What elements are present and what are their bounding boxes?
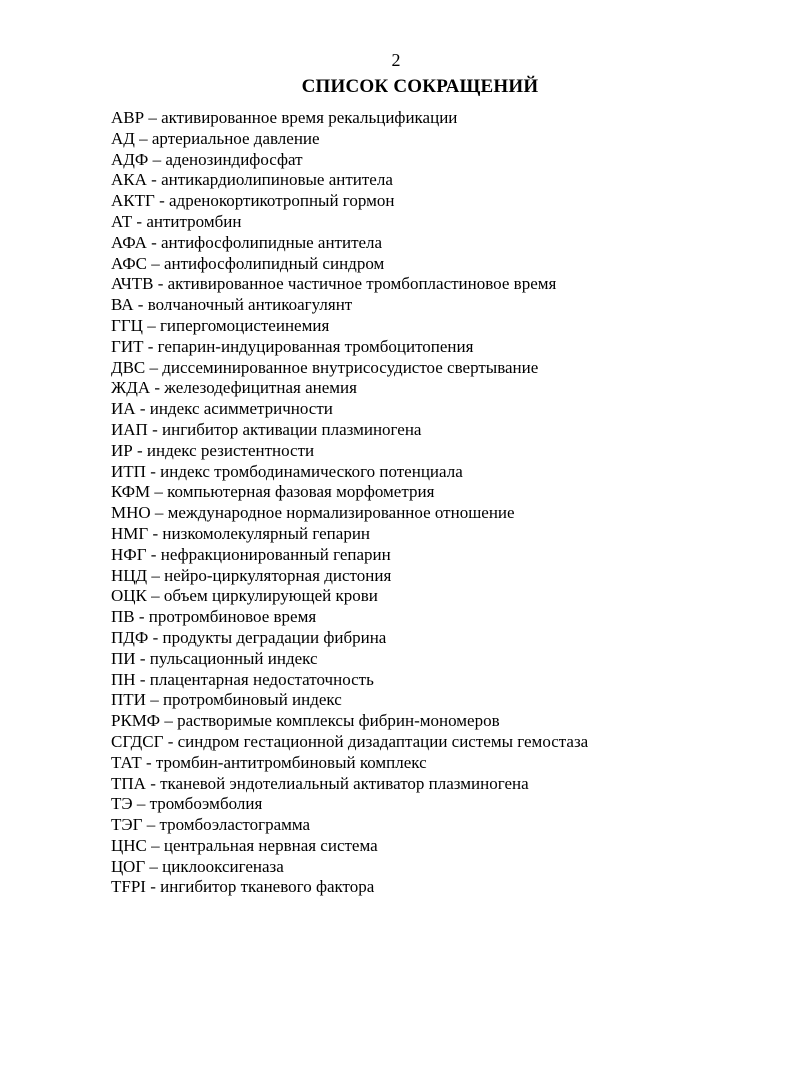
abbreviation-term: АВР (111, 108, 145, 127)
abbreviation-term: МНО (111, 503, 151, 523)
abbreviation-definition: тромбин-антитромбиновый комплекс (155, 752, 427, 772)
abbreviation-list (111, 108, 588, 898)
abbreviation-entry (111, 420, 588, 441)
abbreviation-term: АКТГ (111, 191, 155, 211)
abbreviation-entry (111, 212, 588, 233)
abbreviation-definition: нейро-циркуляторная дистония (164, 565, 392, 585)
abbreviation-separator: – (150, 503, 168, 523)
abbreviation-term: ИР (111, 440, 133, 460)
abbreviation-entry (111, 233, 588, 254)
abbreviation-definition: растворимые комплексы фибрин-мономеров (177, 711, 500, 731)
abbreviation-entry (111, 254, 588, 275)
abbreviation-term: СГДСГ (111, 731, 164, 751)
abbreviation-definition: пульсационный индекс (149, 648, 318, 668)
abbreviation-term: ЖДА (111, 378, 151, 398)
abbreviation-separator: – (145, 357, 163, 377)
abbreviation-separator: - (145, 773, 161, 793)
abbreviation-separator: - (134, 607, 149, 627)
abbreviation-entry (111, 566, 588, 587)
abbreviation-term: ГИТ (111, 336, 144, 356)
abbreviation-separator: – (142, 815, 160, 835)
abbreviation-definition: антифосфолипидный синдром (163, 253, 385, 273)
abbreviation-entry (111, 586, 588, 607)
abbreviation-separator: – (146, 835, 164, 855)
abbreviation-entry (111, 462, 588, 483)
abbreviation-definition: индекс резистентности (146, 440, 315, 460)
abbreviation-definition: низкомолекулярный гепарин (162, 523, 371, 543)
abbreviation-term: КФМ (111, 482, 151, 502)
abbreviation-term: ВА (111, 295, 134, 315)
abbreviation-separator: – (146, 586, 164, 606)
abbreviation-definition: продукты деградации фибрина (162, 627, 387, 647)
abbreviation-separator: - (135, 399, 150, 419)
abbreviation-entry (111, 690, 588, 711)
abbreviation-separator: - (147, 419, 163, 439)
abbreviation-entry (111, 108, 588, 129)
abbreviation-term: ИАП (111, 419, 148, 439)
abbreviation-definition: объем циркулирующей крови (163, 586, 378, 606)
abbreviation-definition: международное нормализированное отношение (167, 503, 515, 523)
abbreviation-entry (111, 482, 588, 503)
abbreviation-entry (111, 877, 588, 898)
abbreviation-entry (111, 337, 588, 358)
abbreviation-term: АТ (111, 211, 133, 231)
abbreviation-entry (111, 607, 588, 628)
abbreviation-definition: компьютерная фазовая морфометрия (167, 482, 435, 502)
abbreviation-separator: – (148, 149, 166, 169)
abbreviation-term: ОЦК (111, 586, 147, 606)
abbreviation-entry (111, 524, 588, 545)
abbreviation-entry (111, 441, 588, 462)
abbreviation-definition: аденозиндифосфат (165, 149, 303, 169)
abbreviation-definition: активированное частичное тромбопластиновое время (167, 274, 557, 294)
abbreviation-term: ПДФ (111, 627, 149, 647)
abbreviation-term: ТЭ (111, 794, 133, 814)
abbreviation-term: ЦОГ (111, 856, 146, 876)
abbreviation-definition: тромбоэмболия (149, 794, 263, 814)
abbreviation-term: АФС (111, 253, 147, 273)
abbreviation-separator: - (145, 461, 161, 481)
abbreviation-definition: циклооксигеназа (162, 856, 284, 876)
abbreviation-separator: - (143, 336, 158, 356)
abbreviation-entry (111, 670, 588, 691)
abbreviation-separator: – (145, 690, 163, 710)
abbreviation-term: ПН (111, 669, 136, 689)
abbreviation-entry (111, 732, 588, 753)
abbreviation-entry (111, 295, 588, 316)
abbreviation-definition: антифосфолипидные антитела (161, 232, 383, 252)
abbreviation-separator: – (144, 108, 162, 127)
abbreviation-entry (111, 503, 588, 524)
abbreviation-term: АКА (111, 170, 147, 190)
abbreviation-term: ИА (111, 399, 136, 419)
abbreviation-definition: антитромбин (146, 211, 242, 231)
abbreviation-definition: гепарин-индуцированная тромбоцитопения (157, 336, 474, 356)
abbreviation-entry (111, 815, 588, 836)
abbreviation-entry (111, 274, 588, 295)
abbreviation-entry (111, 170, 588, 191)
abbreviation-term: НФГ (111, 544, 147, 564)
abbreviation-entry (111, 753, 588, 774)
abbreviation-definition: индекс тромбодинамического потенциала (160, 461, 463, 481)
abbreviation-definition: гипергомоцистеинемия (159, 315, 330, 335)
page-title: СПИСОК СОКРАЩЕНИЙ (301, 76, 539, 97)
abbreviation-entry (111, 628, 588, 649)
abbreviation-term: ЦНС (111, 835, 147, 855)
abbreviation-term: АФА (111, 232, 147, 252)
abbreviation-separator: - (146, 232, 162, 252)
abbreviation-definition: железодефицитная анемия (164, 378, 357, 398)
abbreviation-separator: - (132, 211, 147, 231)
abbreviation-definition: антикардиолипиновые антитела (161, 170, 393, 190)
abbreviation-term: АДФ (111, 149, 149, 169)
abbreviation-term: ПВ (111, 607, 135, 627)
abbreviation-entry (111, 191, 588, 212)
abbreviation-entry (111, 711, 588, 732)
abbreviation-definition: артериальное давление (151, 128, 320, 148)
abbreviation-term: ПИ (111, 648, 136, 668)
abbreviation-separator: - (153, 274, 168, 294)
abbreviation-definition: ингибитор тканевого фактора (160, 877, 375, 897)
abbreviation-term: TFPI (111, 877, 146, 897)
abbreviation-term: ГГЦ (111, 315, 143, 335)
abbreviation-separator: - (141, 752, 156, 772)
abbreviation-separator: - (154, 191, 169, 211)
abbreviation-separator: – (160, 711, 178, 731)
abbreviation-definition: центральная нервная система (163, 835, 378, 855)
abbreviation-separator: – (145, 856, 163, 876)
abbreviation-definition: тканевой эндотелиальный активатор плазминогена (160, 773, 529, 793)
abbreviation-separator: - (135, 669, 150, 689)
abbreviation-definition: адренокортикотропный гормон (169, 191, 395, 211)
abbreviation-entry (111, 399, 588, 420)
abbreviation-separator: – (147, 565, 165, 585)
abbreviation-separator: - (146, 170, 162, 190)
abbreviation-term: ИТП (111, 461, 146, 481)
abbreviation-term: ТАТ (111, 752, 142, 772)
abbreviation-entry (111, 836, 588, 857)
abbreviation-definition: индекс асимметричности (149, 399, 333, 419)
abbreviation-definition: плацентарная недостаточность (149, 669, 374, 689)
abbreviation-entry (111, 857, 588, 878)
abbreviation-definition: синдром гестационной дизадаптации системы гемостаза (177, 731, 589, 751)
abbreviation-separator: – (142, 315, 160, 335)
abbreviation-term: АЧТВ (111, 274, 154, 294)
abbreviation-entry (111, 129, 588, 150)
abbreviation-separator: - (148, 627, 163, 647)
abbreviation-term: НМГ (111, 523, 149, 543)
abbreviation-definition: тромбоэластограмма (159, 815, 311, 835)
abbreviation-separator: – (134, 128, 152, 148)
abbreviation-entry (111, 774, 588, 795)
abbreviation-separator: – (146, 253, 164, 273)
abbreviation-term: ДВС (111, 357, 146, 377)
abbreviation-entry (111, 649, 588, 670)
abbreviation-definition: протромбиновое время (148, 607, 317, 627)
abbreviation-term: ТПА (111, 773, 146, 793)
abbreviation-separator: - (133, 295, 148, 315)
abbreviation-separator: - (150, 378, 165, 398)
abbreviation-entry (111, 545, 588, 566)
abbreviation-separator: - (132, 440, 147, 460)
abbreviation-separator: – (132, 794, 150, 814)
abbreviation-term: НЦД (111, 565, 148, 585)
abbreviation-separator: - (163, 731, 178, 751)
abbreviation-definition: нефракционированный гепарин (160, 544, 391, 564)
page-number: 2 (391, 50, 401, 70)
abbreviation-entry (111, 358, 588, 379)
abbreviation-entry (111, 794, 588, 815)
abbreviation-separator: - (148, 523, 163, 543)
abbreviation-entry (111, 150, 588, 171)
abbreviation-entry (111, 378, 588, 399)
abbreviation-term: АД (111, 128, 135, 148)
abbreviation-separator: - (135, 648, 150, 668)
abbreviation-definition: активированное время рекальцификации (161, 108, 458, 127)
abbreviation-definition: диссеминированное внутрисосудистое свертывание (162, 357, 539, 377)
abbreviation-term: ПТИ (111, 690, 146, 710)
abbreviation-entry (111, 316, 588, 337)
abbreviation-term: РКМФ (111, 711, 161, 731)
abbreviation-term: ТЭГ (111, 815, 143, 835)
abbreviation-separator: - (145, 877, 161, 897)
abbreviation-separator: – (150, 482, 168, 502)
abbreviation-separator: - (146, 544, 161, 564)
abbreviation-definition: протромбиновый индекс (162, 690, 342, 710)
abbreviation-definition: ингибитор активации плазминогена (162, 419, 422, 439)
abbreviation-definition: волчаночный антикоагулянт (147, 295, 353, 315)
